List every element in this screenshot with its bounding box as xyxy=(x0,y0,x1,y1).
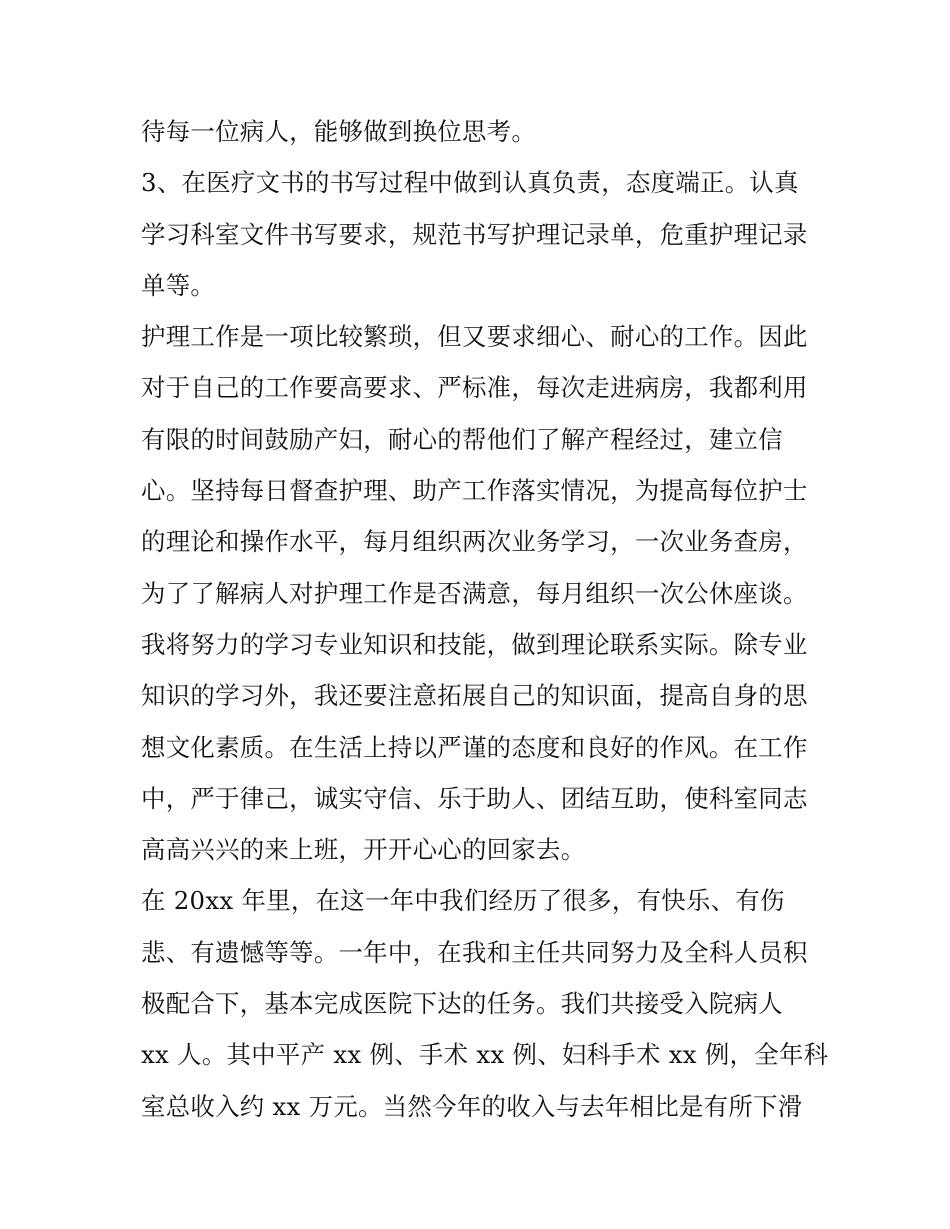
text-line: 悲、有遗憾等等。一年中，在我和主任共同努力及全科人员积 xyxy=(141,937,808,967)
text-line: 为了了解病人对护理工作是否满意，每月组织一次公休座谈。 xyxy=(141,578,808,608)
text-line: 极配合下，基本完成医院下达的任务。我们共接受入院病人 xyxy=(141,989,783,1019)
text-line: 想文化素质。在生活上持以严谨的态度和良好的作风。在工作 xyxy=(141,732,808,762)
text-line: 学习科室文件书写要求，规范书写护理记录单，危重护理记录 xyxy=(141,219,808,249)
text-line: 有限的时间鼓励产妇，耐心的帮他们了解产程经过，建立信 xyxy=(141,424,783,454)
text-line: 护理工作是一项比较繁琐，但又要求细心、耐心的工作。因此 xyxy=(141,322,808,352)
body-text xyxy=(141,106,829,1132)
text-line: 待每一位病人，能够做到换位思考。 xyxy=(141,117,537,146)
text-line: 对于自己的工作要高要求、严标准，每次走进病房，我都利用 xyxy=(141,373,808,403)
text-line: 我将努力的学习专业知识和技能，做到理论联系实际。除专业 xyxy=(141,629,808,659)
text-line: 的理论和操作水平，每月组织两次业务学习，一次业务查房， xyxy=(141,527,808,557)
text-line: 高高兴兴的来上班，开开心心的回家去。 xyxy=(141,835,586,865)
text-line: xx 人。其中平产 xx 例、手术 xx 例、妇科手术 xx 例，全年科 xyxy=(141,1040,829,1070)
text-line: 单等。 xyxy=(141,270,216,300)
text-line: 室总收入约 xx 万元。当然今年的收入与去年相比是有所下滑 xyxy=(141,1091,803,1121)
text-line: 中，严于律己，诚实守信、乐于助人、团结互助，使科室同志 xyxy=(141,783,808,813)
text-line: 心。坚持每日督查护理、助产工作落实情况，为提高每位护士 xyxy=(141,476,808,506)
text-line: 知识的学习外，我还要注意拓展自己的知识面，提高自身的思 xyxy=(141,681,808,711)
text-line: 在 20xx 年里，在这一年中我们经历了很多，有快乐、有伤 xyxy=(141,886,785,916)
text-line: 3、在医疗文书的书写过程中做到认真负责，态度端正。认真 xyxy=(141,168,799,198)
